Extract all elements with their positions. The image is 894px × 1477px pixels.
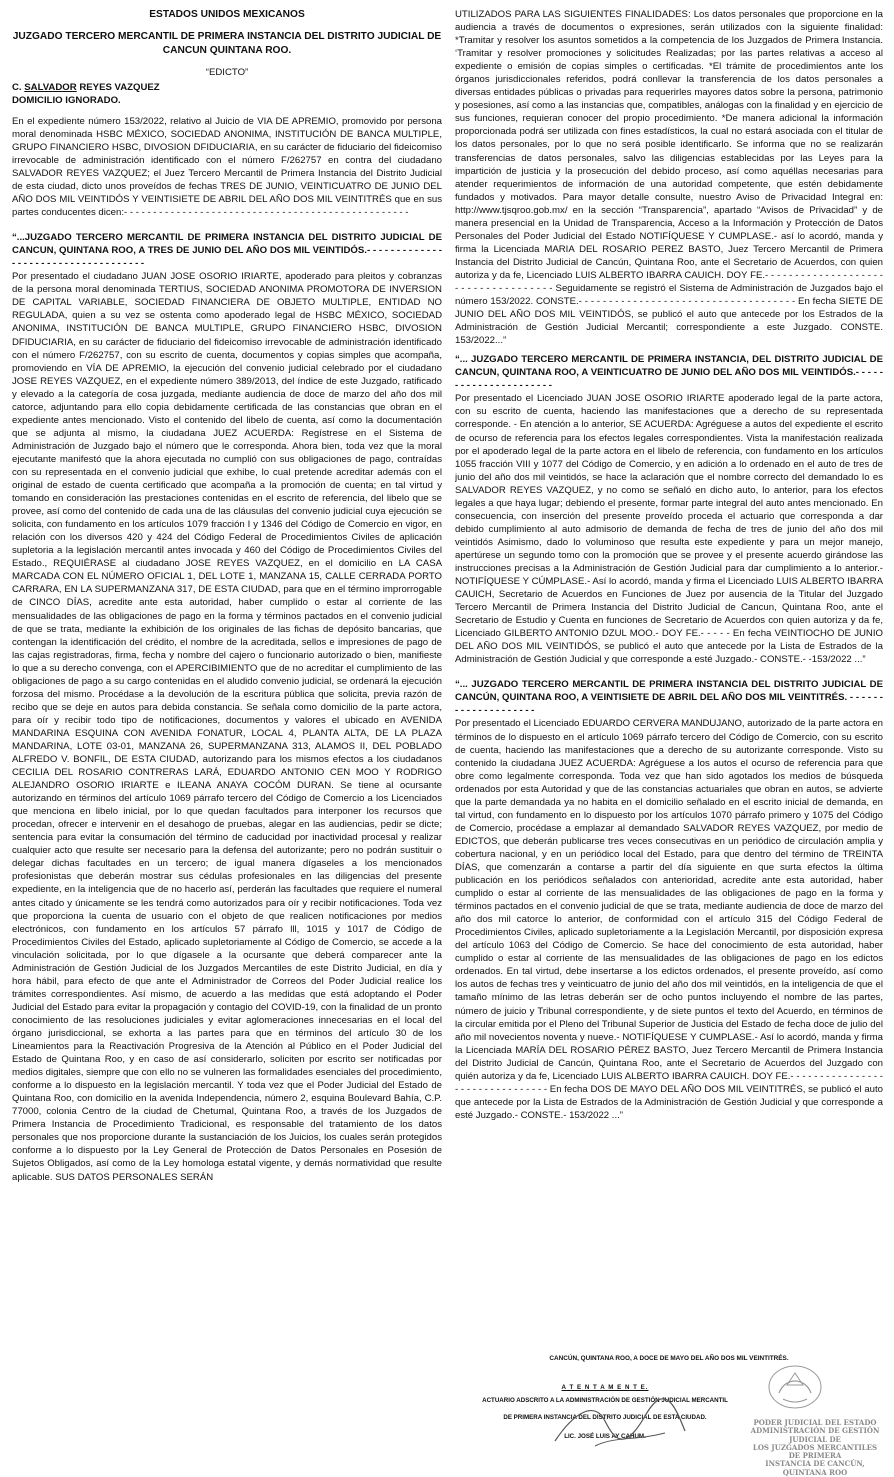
auto-3-body: Por presentado el Licenciado EDUARDO CERVERA MANDUJANO, autorizado de la parte actora en términos de lo dispuesto en el artículo 1069 párrafo tercero del Código de Comercio, con su escrito de cuenta, haciendo las manifestaciones que a derecho de su autorizante corresponde. Visto su contenido la ciudadana JUEZ ACUERDA: Agréguese a los autos el ocurso de referencia para que obre como legalmente corresponda. Toda vez que han sido agotados los medios de búsqueda ordenados por esta Autoridad y que de las constancias actuariales que obran en autos, se advierte que la parte demandada ya no habita en el domicilio señalado en el escrito inicial de demanda, en tal virtud, con fundamento en lo dispuesto por los artículos 1070 párrafo primero y 1075 del Código de Comercio, procédase a emplazar al demandado SALVADOR REYES VAZQUEZ, por medio de EDICTOS, que deberán publicarse tres veces consecutivas en un periódico de circulación amplia y cobertura nacional, y en un periódico local del Estado, para que dentro del término de TREINTA DÍAS, que comenzarán a contarse a partir del día siguiente en que surta efectos la última publicación en los periódicos señalados con anterioridad, acredite ante esta autoridad, haber cumplido o estar al corriente de las mensualidades de las obligaciones de pago en la forma y términos pactados en el convenio judicial de que se trata, mediante audiencia de doce de marzo del año dos mil catorce lo anterior, de conformidad con el artículo 315 del Código Federal de Procedimientos Civiles, aplicado supletoriamente a la Legislación Mercantil, por disposición expresa del artículo 1063 del Código de Comercio. Se hace del conocimiento de esta autoridad, haber cumplido o estar al corriente de las mensualidades de las obligaciones de pago en los edictos ordenados. En tal virtud, debe insertarse a los edictos ordenados, el presente proveído, así como los autos de fechas tres y veinticuatro de junio del año dos mil veintidós, en la inteligencia de que el tamaño mínimo de las letras deberán ser de ocho puntos incluyendo el nombre de las partes, número de juicio y Tribunal correspondiente, y de siete puntos el texto del Acuerdo, en términos de la circular emitida por el Pleno del Tribunal Superior de Justicia del Estado de fecha doce de julio del año mil novecientos noventa y nueve.- NOTIFÍQUESE Y CUMPLASE.- Así lo acordó, manda y firma la Licenciada MARÍA DEL ROSARIO PÉREZ BASTO, Juez Tercero Mercantil de Primera Instancia del Distrito Judicial de Cancún, Quintana Roo, ante el Secretario de Acuerdos del Juzgado con quién autoriza y da fe, Licenciado LUIS ALBERTO IBARRA CAUICH. DOY FE.- - - - - - - - - - - - - - - - - - - - - - - - - - - - - - - - En fecha DOS DE MAYO DEL AÑO DOS MIL VEINTITRÉS, se publicó el auto que antecede por la Lista de Estrados de la Administración de Gestión Judicial y que corresponde a esté Juzgado.- CONSTE.- 153/2022 ...”: [455, 718, 883, 1121]
auto-2-body: Por presentado el Licenciado JUAN JOSE OSORIO IRIARTE apoderado legal de la parte actora, con su escrito de cuenta, haciendo las manifestaciones que a derecho de su representada corresponde. - En atención a lo anterior, SE ACUERDA: Agréguese a autos del expediente el escrito de ocurso de referencia para los efectos legales correspondientes. Vista la manifestación realizada por el apoderado legal de la parte actora en el libelo de referencia, con fundamento en los artículos 1055 fracción VIII y 1077 del Código de Comercio, y en adición a lo ordenado en el auto de tres de junio del año dos mil veintidós, se hace la aclaración que el nombre correcto del demandado lo es SALVADOR REYES VAZQUEZ, y no como se señaló en dicho auto, lo anterior, para los efectos legales a que haya lugar; debiendo el presente, formar parte integral del auto antes mencionado. En consecuencia, con inserción del presente proveído proceda el actuario que corresponda a dar debido cumplimiento al auto admisorio de demanda de fecha de tres de junio del año dos mil veintidós Asimismo, dado lo voluminoso que resulta este expediente y para un mejor manejo, apertúrese un segundo tomo con la promoción que se provee y el presente acuerdo girándose las instrucciones precisas a la Administración de Gestión Judicial para dar cumplimiento a lo anterior.-NOTIFÍQUESE Y CÚMPLASE.- Así lo acordó, manda y firma el Licenciado LUIS ALBERTO IBARRA CAUICH, Secretario de Acuerdos en Funciones de Juez por ausencia de la Titular del Juzgado Tercero Mercantil de Primera Instancia del Distrito Judicial de Cancun, Quintana Roo, ante el Secretario de Estudio y Cuenta en funciones de Secretario de Acuerdos con quien autoriza y da fe, Licenciado GILBERTO ANTONIO DZUL MOO.- DOY FE.- - - - - En fecha VEINTIOCHO DE JUNIO DEL AÑO DOS MIL VEINTIDÓS, se publicó el auto que antecede por la Lista de Estrados de la Administración de Gestión Judicial y que corresponde a esté Juzgado.- CONSTE.- -153/2022 ...”: [455, 393, 883, 666]
signer-role-1: ACTUARIO ADSCRITO A LA ADMINISTRACIÓN DE GESTIÓN JUDICIAL MERCANTIL: [482, 1397, 728, 1404]
stamp-line: INSTANCIA DE CANCÚN, QUINTANA ROO: [765, 1459, 865, 1477]
stamp-line: LOS JUZGADOS MERCANTILES DE PRIMERA: [752, 1442, 878, 1460]
stamp-line: PODER JUDICIAL DEL ESTADO: [753, 1418, 877, 1427]
country-heading: ESTADOS UNIDOS MEXICANOS: [149, 9, 305, 20]
atentamente: A T E N T A M E N T E.: [561, 1384, 649, 1391]
right-column: [455, 8, 883, 1468]
handwritten-signature-icon: [535, 1391, 695, 1461]
auto-1-heading: “...JUZGADO TERCERO MERCANTIL DE PRIMERA INSTANCIA DEL DISTRITO JUDICIAL DE CANCUN, QUINTANA ROO, A TRES DE JUNIO DEL AÑO DOS MIL VEINTIDÓS.- - - - - - - - - - - - - - - - - - - - - - - - - - - - - - - - - - - -: [12, 232, 442, 270]
auto-2-heading: “... JUZGADO TERCERO MERCANTIL DE PRIMERA INSTANCIA, DEL DISTRITO JUDICIAL DE CANCUN, QUINTANA ROO, A VEINTICUATRO DE JUNIO DEL AÑO DOS MIL VEINTIDÓS.- - - - - - - - - - - - - - - - - - - - - -: [455, 354, 883, 392]
court-heading: JUZGADO TERCERO MERCANTIL DE PRIMERA INSTANCIA DEL DISTRITO JUDICIAL DE CANCUN QUINTANA ROO.: [12, 30, 442, 56]
privacy-continuation: UTILIZADOS PARA LAS SIGUIENTES FINALIDADES: Los datos personales que proporcione en la audiencia a través de documentos o expresiones, serán utilizados con la siguiente finalidad: *Tramitar y resolver los asuntos sometidos a la competencia de los Juzgados de Primera Instancia. ‘Tramitar y resolver promociones y solicitudes Realizadas; por las partes relativas a acceso al expediente o emisión de copias simples o certificadas. *El trámite de procedimientos ante los órganos jurisdiccionales referidos, podrá conllevar la transferencia de los datos personales a diversas entidades públicas o privadas para requerirles mayores datos sobre la persona, patrimonio y posesiones, así como a las instancias que, compatibles, análogas con la finalidad y en ejercicio de sus funciones, requieran conocer del propio procedimiento. *De manera adicional la información proporcionada podrá ser utilizada con fines estadísticos, la cual no estará asociada con el titular de los datos personales, por lo que no será posible identificarlo. Se informa que no se realizarán transferencias de datos personales, salvo las diligencias establecidas por las Leyes para la impartición de justicia y la prosecución del debido proceso, así como aquéllas necesarias para atender requerimientos de información de una autoridad competente, que estén debidamente fundados y motivados. Para mayor detalle consulte, nuestro Aviso de Privacidad Integral en: http://www.tjsqroo.gob.mx/ en la sección “Transparencia”, apartado “Avisos de Privacidad” y de manera presencial en la Unidad de Transparencia, Acceso a la Información y Protección de Datos Personales del Poder Judicial del Estado NOTIFÍQUESE Y CUMPLASE.- así lo acordó, manda y firma la Licenciada MARIA DEL ROSARIO PEREZ BASTO, Juez Tercero Mercantil de Primera Instancia del Distrito Judicial de Cancún, Quintana Roo, ante el Secretario de Acuerdos, con quien autoriza y da fe, Licenciado LUIS ALBERTO IBARRA CAUICH. DOY FE.- - - - - - - - - - - - - - - - - - - - - - - - - - - - - - - - - - - - Seguidamente se registró el Sistema de Administración de Juzgados bajo el número 153/2022. CONSTE.- - - - - - - - - - - - - - - - - - - - - - - - - - - - - - - - - - - - En fecha SIETE DE JUNIO DEL AÑO DOS MIL VEINTIDÓS, se publicó el auto que antecede por los Estrados de la Administración de Gestión Judicial Mercantil; correspondiente a este Juzgado. CONSTE. 153/2022...”: [455, 9, 883, 347]
addressee-prefix: C.: [12, 81, 25, 93]
intro-paragraph: En el expediente número 153/2022, relativo al Juicio de VIA DE APREMIO, promovido por persona moral denominada HSBC MÉXICO, SOCIEDAD ANONIMA, INSTITUCIÓN DE BANCA MULTIPLE, GRUPO FINANCIERO HSBC, DIVOSION DFIDUCIARIA, en su carácter de fiduciario del fideicomiso irrevocable de administración identificado con el número F/262757 en contra del ciudadano SALVADOR REYES VAZQUEZ; el Juez Tercero Mercantil de Primera Instancia del Distrito Judicial de esta ciudad, dicto unos proveídos de fechas TRES DE JUNIO, VEINTICUATRO DE JUNIO DEL AÑO DOS MIL VEINTIDÓS Y VEINTISIETE DE ABRIL DEL AÑO DOS MIL VEINTITRÉS que en sus partes conducentes dicen:- - - - - - - - - - - - - - - - - - - - - - - - - - - - - - - - - - - - - - - - - - - - - - - - -: [12, 115, 442, 219]
court-stamp: [747, 1419, 883, 1477]
stamp-line: ADMINISTRACIÓN DE GESTIÓN JUDICIAL DE: [750, 1426, 880, 1444]
auto-1-body: Por presentado el ciudadano JUAN JOSE OSORIO IRIARTE, apoderado para pleitos y cobranzas de la persona moral denominada TERTIUS, SOCIEDAD ANONIMA PROMOTORA DE INVERSION DE CAPITAL VARIABLE, SOCIEDAD FINANCIERA DE OBJETO MULTIPLE, ENTIDAD NO REGULADA, quien a su vez se ostenta como apoderado legal de HSBC MÉXICO, SOCIEDAD ANONIMA, INSTITUCIÓN DE BANCA MULTIPLE, GRUPO FINANCIERO HSBC, DIVOSION DFIDUCIARIA, en su carácter de fiduciario del fideicomiso irrevocable de administración identificado con el número F/262757, con su escrito de cuenta, documentos y copias simples que acompaña, promoviendo en VÍA DE APREMIO, la ejecución del convenio judicial celebrado por el ciudadano JOSE REYES VAZQUEZ, en el expediente número 389/2013, del índice de este Juzgado, ratificado y elevado a la categoría de cosa juzgada, mediante audiencia de doce de marzo del año dos mil catorce, adjuntando para ello copia debidamente certificada de las constancias que obran en el expediente antes mencionado. Visto el contenido del libelo de cuenta, así como la documentación que se adjunta al mismo, la ciudadana JUEZ ACUERDA: Regístrese en el Sistema de Administración de Juzgado bajo el número que le corresponda. Ahora bien, toda vez que la moral ejecutante manifestó que la ahora ejecutada no cumplió con sus obligaciones de pago, contraídas con su representada en el convenio judicial que exhibe, lo cual pretende acreditar además con el original de estado de cuenta certificado que acompaña a la promoción de cuenta; en tal virtud y tomando en consideración las prestaciones contenidas en el escrito de referencia, del libelo que se provee, así como del contenido de cada una de las cláusulas del convenio judicial cuya ejecución se solicita, con fundamento en los artículos 1079 fracción I y 1346 del Código de Comercio en vigor, en relación con los diversos 420 y 424 del Código Federal de Procedimientos Civiles de aplicación supletoria a la legislación mercantil antes invocada y 460 del Código de Procedimientos Civiles del Estado., REQUIÉRASE al ciudadano JOSE REYES VAZQUEZ, en el domicilio en LA CASA MARCADA CON EL NÚMERO OFICIAL 1, DEL LOTE 1, MANZANA 15, CALLE CERRADA PORTO CARRARA, EN LA SUPERMANZANA 317, DE ESTA CIUDAD, para que en el término improrrogable de CINCO DÍAS, acredite ante esta autoridad, haber cumplido o estar al corriente de las mensualidades de las obligaciones de pago en la forma y términos pactados en el convenio judicial de que se trata, mediante la exhibición de los originales de las fichas de depósito bancarias, que contengan la identificación del crédito, el nombre de la acreditada, sellos e impresiones de pago de las cajas registradoras, firma, fecha y nombre del cajero o funcionario autorizado o bien, manifieste lo que a su derecho convenga, con el APERCIBIMIENTO que de no acreditar el cumplimiento de las obligaciones de pago a su cargo contenidas en el aludido convenio judicial, se ordenará la ejecución forzosa del mismo. Procédase a la devolución de la escritura pública que solicita, previa razón de recibo que se deje en autos para debida constancia. Se señala como domicilio de la parte actora, para oír y recibir todo tipo de notificaciones, documentos y valores el ubicado en AVENIDA MANDARINA ESQUINA CON AVENIDA FONATUR, LOCAL 4, PLANTA ALTA, DE LA PLAZA MANDARINA, LOTE 03-01, MANZANA 26, SUPERMANZANA 313, ALAMOS II, DEL POBLADO ALFREDO V. BONFIL, DE ESTA CIUDAD, autorizando para los mismos efectos a los ciudadanos CECILIA DEL ROSARIO CONTRERAS LARÁ, EDUARDO ANTONIO CEN MOO Y RODRIGO ALEJANDRO OSORIO IRIARTE e ILEANA ANAYA COCÓM DURAN. Se tiene al ocursante autorizando en términos del artículo 1069 párrafo tercero del Código de Comercio a los Licenciados que menciona en libelo inicial, por lo que quedan facultados para interponer los recursos que procedan, ofrecer e intervenir en el desahogo de pruebas, alegar en las audiencias, pedir se dicte; sentencia para evitar la consumación del término de caducidad por inactividad procesal y realizar cualquier acto que resulte ser necesario para la defensa del autorizante; pero no podrán sustituir o delegar dichas facultades en un tercero; de igual manera dígaseles a los mencionados profesionistas que deberán mostrar sus cédulas profesionales en las diligencias del presente expediente, en la inteligencia que de no hacerlo así, perderán las facultades que requiere el numeral antes citado y únicamente se les tendrá como autorizados para oír y recibir notificaciones. Toda vez que proporciona la cuenta de usuario con el objeto de que realicen notificaciones por medios electrónicos, con fundamento en los artículos 57 párrafo lll, 1015 y 1017 de Código de Procedimientos Civiles del Estado, aplicado supletoriamente al Código de Comercio, se accede a la vinculación solicitada, por lo que dígasele a la ocursante que deberá comparecer ante la Administración de Gestión Judicial de los Juzgados Mercantiles de este Distrito Judicial, en día y hora hábil, para efecto de que ante el Administrador de Correos del Poder Judicial realice los trámites correspondientes. Así mismo, de acuerdo a las medidas que está adoptando el Poder Judicial del Estado para evitar la propagación y contagio del COVID-19, con la finalidad de un pronto conocimiento de las resoluciones judiciales y evitar aglomeraciones innecesarias en el local del órgano jurisdiccional, se exhorta a las partes para que en términos del artículo 30 de los Lineamientos para la Reactivación Progresiva de la Atención al Público en el Poder Judicial del Estado de Quintana Roo, y en caso de así considerarlo, soliciten por escrito ser notificadas por medios digitales, siempre que con ello no se vulneren las formalidades esenciales del procedimiento, conforme a lo dispuesto en la legislación mercantil. Y toda vez que el Poder Judicial del Estado de Quintana Roo, con domicilio en la avenida Independencia, número 2, esquina Boulevard Bahía, C.P. 77000, colonia Centro de la ciudad de Chetumal, Quintana Roo, a través de los Juzgados de Primera Instancia de Procedimiento Tradicional, es responsable del tratamiento de los datos personales que nos proporcione durante la sustanciación de los Juicios, los cuales serán protegidos conforme a lo dispuesto por la Ley General de Protección de Datos Personales en Posesión de Sujetos Obligados, así como de la Ley homologa estatal vigente, y demás normatividad que resulte aplicable. SUS DATOS PERSONALES SERÁN: [12, 271, 442, 1183]
addressee-first-name: SALVADOR: [24, 81, 77, 93]
signer-name: LIC. JOSÉ LUIS AY CAHUM.: [564, 1433, 646, 1440]
signer-role-2: DE PRIMERA INSTANCIA DEL DISTRITO JUDICIAL DE ESTA CIUDAD.: [503, 1414, 707, 1421]
document-type: “EDICTO”: [205, 66, 249, 78]
left-column: [12, 8, 442, 1468]
addressee-surname: REYES VAZQUEZ: [76, 81, 160, 93]
city-date: CANCÚN, QUINTANA ROO, A DOCE DE MAYO DEL AÑO DOS MIL VEINTITRÉS.: [549, 1355, 789, 1362]
signature-block: [455, 1355, 883, 1477]
addressee: [12, 81, 442, 94]
auto-3-heading: “... JUZGADO TERCERO MERCANTIL DE PRIMERA INSTANCIA DEL DISTRITO JUDICIAL DE CANCÚN, QUINTANA ROO, A VEINTISIETE DE ABRIL DEL AÑO DOS MIL VEINTITRÉS. - - - - - - - - - - - - - - - - - - - -: [455, 679, 883, 717]
addressee-domicile: DOMICILIO IGNORADO.: [12, 94, 121, 106]
coat-of-arms-seal-icon: [765, 1363, 825, 1411]
